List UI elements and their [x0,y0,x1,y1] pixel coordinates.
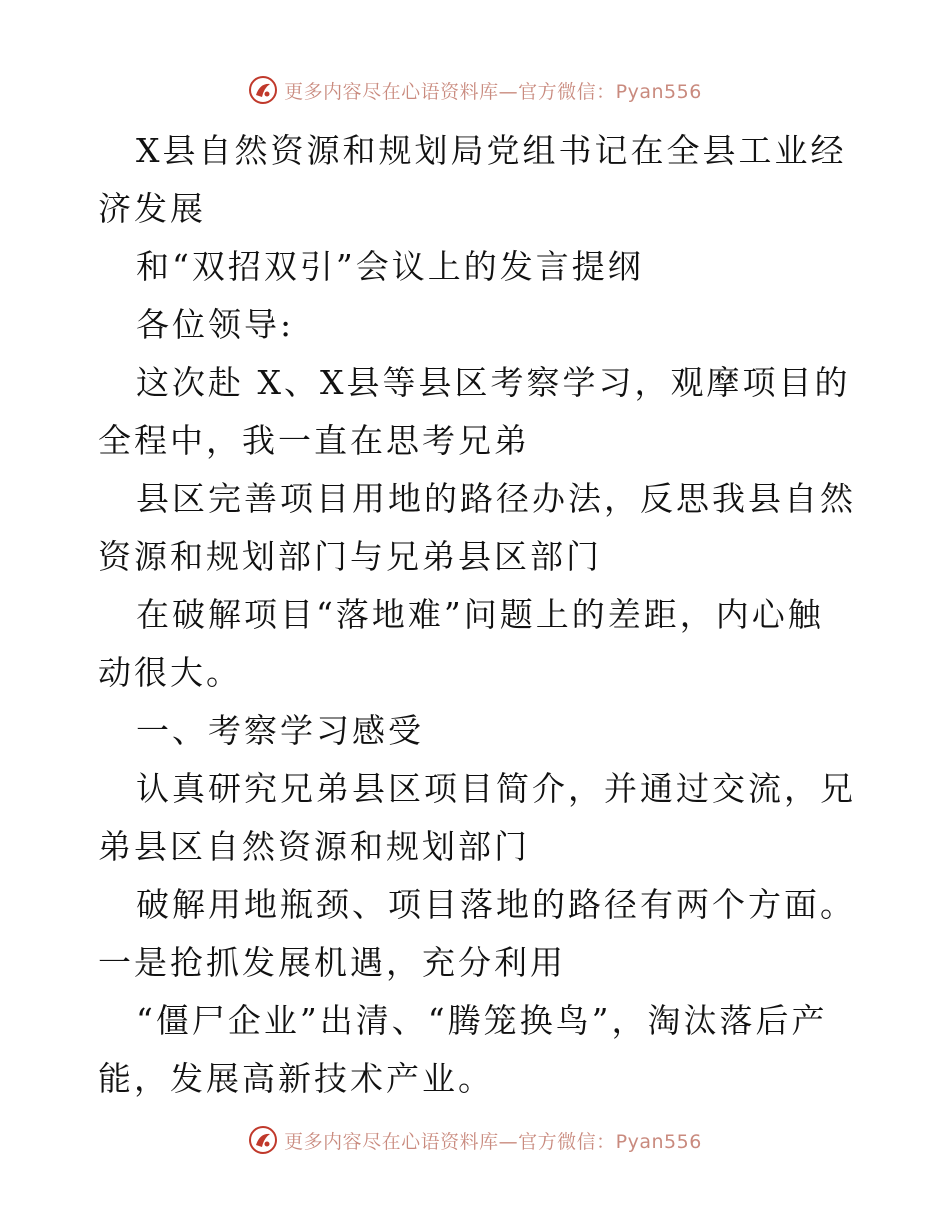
header-banner-text: 更多内容尽在心语资料库—官方微信：Pyan556 [284,80,702,103]
paragraph: 破解用地瓶颈、项目落地的路径有两个方面。一是抢抓发展机遇，充分利用 [98,885,856,982]
footer-banner [0,1120,950,1160]
paragraph: 认真研究兄弟县区项目简介，并通过交流，兄弟县区自然资源和规划部门 [98,769,856,866]
document-title-line-2: 和“双招双引”会议上的发言提纲 [136,247,644,286]
salutation: 各位领导: [136,305,295,344]
paragraph: 县区完善项目用地的路径办法，反思我县自然资源和规划部门与兄弟县区部门 [98,479,856,576]
seal-logo-icon [248,75,278,105]
paragraph: 这次赴 X、X县等县区考察学习，观摩项目的全程中，我一直在思考兄弟 [98,363,851,460]
section-heading: 一、考察学习感受 [136,711,424,750]
header-banner [0,70,950,110]
document-body [98,122,858,1108]
paragraph: 在破解项目“落地难”问题上的差距，内心触动很大。 [98,595,824,692]
seal-logo-icon [248,1125,278,1155]
paragraph: “僵尸企业”出清、“腾笼换鸟”，淘汰落后产能，发展高新技术产业。 [98,1001,828,1098]
document-title-line-1: X县自然资源和规划局党组书记在全县工业经济发展 [98,131,847,228]
footer-banner-text: 更多内容尽在心语资料库—官方微信：Pyan556 [284,1130,702,1153]
